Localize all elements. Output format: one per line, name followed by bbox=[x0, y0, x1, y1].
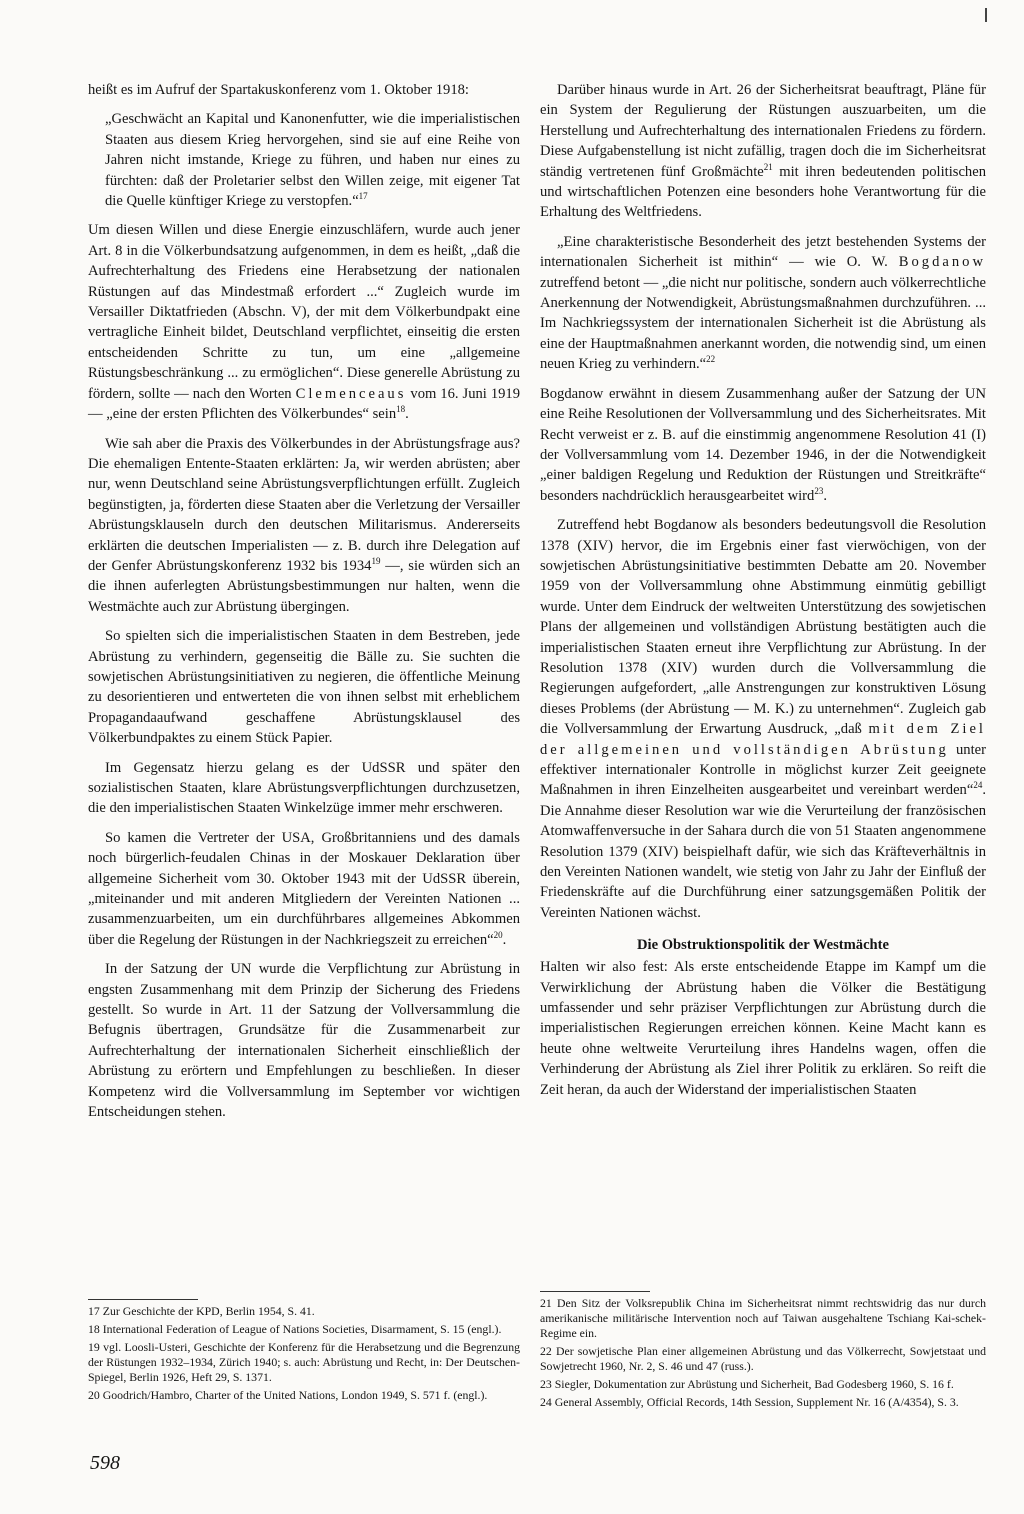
footnote-rule bbox=[540, 1291, 650, 1292]
spaced-name: Clemenceaus bbox=[295, 385, 407, 402]
spaced-emphasis: mit dem Ziel der allgemeinen und vollständigen Abrüstung bbox=[540, 721, 986, 758]
paragraph: Im Gegensatz hierzu gelang es der UdSSR und später den sozialistischen Staaten, klare Abrüstungsverpflichtungen durchzusetzen, die den imperialistischen Staaten Winkelzüge immer mehr erschweren. bbox=[88, 759, 520, 817]
footnote-ref: 21 bbox=[763, 161, 773, 172]
footnote: 19 vgl. Loosli-Usteri, Geschichte der Konferenz für die Herabsetzung und die Begrenzung der Rüstungen 1932–1934, Zürich 1940; s. auch: Abrüstung und Recht, in: Der Deutschen-Spiegel, Berlin 1926, Heft 29, S. 1371. bbox=[88, 1340, 520, 1384]
footnote-rule bbox=[88, 1299, 198, 1300]
footnote: 17 Zur Geschichte der KPD, Berlin 1954, S. 41. bbox=[88, 1304, 315, 1318]
paragraph: Halten wir also fest: Als erste entscheidende Etappe im Kampf um die Verwirklichung der Abrüstung haben die Völker die Bestätigung umfassender und sehr präziser Verpflichtungen zur Abrüstung durch die imperialistischen Regierungen erreichen können. Keine Macht kann es heute ohne weltweite Verurteilung ihres Handelns wagen, offen die Verhinderung der Abrüstung als Ziel ihrer Politik zu erklären. So reift die Zeit heran, da auch der Widerstand der imperialistischen Staaten bbox=[540, 959, 986, 1098]
footnote-ref: 20 bbox=[493, 929, 503, 940]
footnote-ref: 22 bbox=[706, 354, 716, 365]
footnotes-left bbox=[88, 1299, 520, 1406]
paragraph: „Eine charakteristische Besonderheit des jetzt bestehenden Systems der internationalen Sicherheit ist mithin“ — wie O. W. Bogdanow zutreffend betont — „die nicht nur politische, sondern auch völkerrechtliche Anerkennung der Notwendigkeit, Abrüstungsmaßnahmen durchzuführen. ... Im Nachkriegssystem der internationalen Sicherheit ist die Abrüstung als eine der Hauptmaßnahmen anerkannt worden, die notwendig sind, um einen neuen Krieg zu verhindern.“$^{22}$ bbox=[540, 233, 986, 373]
footnote: 23 Siegler, Dokumentation zur Abrüstung und Sicherheit, Bad Godesberg 1960, S. 16 f. bbox=[540, 1377, 954, 1391]
footnote: 20 Goodrich/Hambro, Charter of the United Nations, London 1949, S. 571 f. (engl.). bbox=[88, 1388, 488, 1402]
paragraph: So kamen die Vertreter der USA, Großbritanniens und des damals noch bürgerlich-feudalen Chinas in der Moskauer Deklaration über allgemeine Sicherheit vom 30. Oktober 1943 mit der UdSSR überein, „miteinander und mit anderen Mitgliedern der Vereinten Nationen ... zusammenzuarbeiten, um ein durchführbares allgemeines Abkommen über die Regelung der Rüstungen in der Nachkriegszeit zu erreichen“$^{20}$. bbox=[88, 829, 520, 948]
footnote-ref: 23 bbox=[814, 485, 824, 496]
paragraph: In der Satzung der UN wurde die Verpflichtung zur Abrüstung in engsten Zusammenhang mit dem Prinzip der Sicherung des Friedens gestellt. So wurde in Art. 11 der Satzung der Vollversammlung die Befugnis übertragen, Grundsätze für die Zusammenarbeit zur Aufrechterhaltung der internationalen Sicherheit einschließlich der Abrüstung zu erörtern und Empfehlungen zu beschließen. In dieser Kompetenz wird die Vollversammlung im September vor wichtigen Entscheidungen stehen. bbox=[88, 961, 520, 1121]
footnote-ref: 24 bbox=[973, 780, 983, 791]
section-heading: Die Obstruktionspolitik der Westmächte bbox=[636, 937, 890, 954]
right-column bbox=[540, 80, 986, 1109]
paragraph: Bogdanow erwähnt in diesem Zusammenhang außer der Satzung der UN eine Reihe Resolutionen der Vollversammlung und des Sicherheitsrates. Mit Recht verweist er z. B. auf die einstimmig angenommene Resolution 41 (I) der Vollversammlung vom 14. Dezember 1946, in der die Notwendigkeit „einer baldigen Regelung und Reduktion der Rüstungen und Streitkräfte“ besonders nachdrücklich herausgearbeitet wird$^{23}$. bbox=[540, 385, 986, 504]
footnote: 22 Der sowjetische Plan einer allgemeinen Abrüstung und das Völkerrecht, Sowjetstaat und Sowjetrecht 1960, Nr. 2, S. 46 und 47 (russ.). bbox=[540, 1344, 986, 1373]
footnote: 24 General Assembly, Official Records, 14th Session, Supplement Nr. 16 (A/4354), S. 3. bbox=[540, 1395, 959, 1409]
quotation: „Geschwächt an Kapital und Kanonenfutter, wie die imperialistischen Staaten aus diesem Krieg hervorgehen, sind sie auf eine Reihe von Jahren nicht imstande, Kriege zu führen, und haben nur eines zu fürchten: daß der Proletarier selbst den Willen zeige, mit eigener Tat die Quelle künftiger Kriege zu verstopfen.“$^{17}$ bbox=[105, 111, 520, 210]
left-column bbox=[88, 80, 520, 1132]
footnote: 21 Den Sitz der Volksrepublik China im Sicherheitsrat nimmt rechtswidrig das nur durch amerikanische militärische Intervention noch auf Taiwan ausgehaltene Tschiang Kai-schek-Regime ein. bbox=[540, 1296, 986, 1340]
paragraph: Zutreffend hebt Bogdanow als besonders bedeutungsvoll die Resolution 1378 (XIV) hervor, die im Ergebnis einer fast vierwöchigen, von der sowjetischen Abrüstungsinitiative bestimmten Debatte am 20. November 1959 von der Vollversammlung ohne Abstimmung einmütig gebilligt wurde. Unter dem Eindruck der weltweiten Unterstützung des sowjetischen Plans der allgemeinen und vollständigen Abrüstung bestätigten auch die imperialistischen Staaten erneut ihre Verpflichtung zur Abrüstung. In der Resolution 1378 (XIV) wurden durch die Vollversammlung die Regierungen aufgefordert, „alle Anstrengungen zur konstruktiven Lösung dieses Problems (der Abrüstung — M. K.) zu unternehmen“. Zugleich gab die Vollversammlung der Erwartung Ausdruck, „daß mit dem Ziel der allgemeinen und vollständigen Abrüstung unter effektiver internationaler Kontrolle in möglichst kurzer Zeit geeignete Maßnahmen in ihren Einzelheiten ausgearbeitet und vereinbart werden“$^{24}$. Die Annahme dieser Resolution war wie die Verurteilung der französischen Atomwaffenversuche in der Sahara durch die von 51 Staaten angenommene Resolution 1379 (XIV) beispielhaft dafür, wie sich das Kräfteverhältnis in den Vereinten Nationen wandelt, wie stetig von Jahr zu Jahr der Einfluß der Friedenskräfte auf die Durchführung einer satzungsgemäßen Politik der Vereinten Nationen wächst. bbox=[540, 517, 986, 921]
footnote-ref: 19 bbox=[371, 556, 381, 567]
paragraph: heißt es im Aufruf der Spartakuskonferenz vom 1. Oktober 1918: bbox=[88, 82, 469, 98]
paragraph: Darüber hinaus wurde in Art. 26 der Sicherheitsrat beauftragt, Pläne für ein System der Regulierung der Rüstungen auszuarbeiten, um die Herstellung und Aufrechterhaltung des internationalen Friedens zu fördern. Diese Aufgabenstellung ist nicht zufällig, tragen doch die im Sicherheitsrat ständig vertretenen fünf Großmächte$^{21}$ mit ihren bedeutenden politischen und wirtschaftlichen Potenzen eine besonders hohe Verantwortung für die Erhaltung des Weltfriedens. bbox=[540, 82, 986, 221]
spaced-name: Bogdanow bbox=[898, 254, 986, 271]
paragraph: Um diesen Willen und diese Energie einzuschläfern, wurde auch jener Art. 8 in die Völkerbundsatzung aufgenommen, in dem es heißt, „daß die Aufrechterhaltung des Friedens eine Herabsetzung der nationalen Rüstungen auf das Mindestmaß erfordert ...“ Zugleich wurde im Versailler Diktatfrieden (Abschn. V), der mit dem Völkerbundpakt eine vertragliche Einheit bildet, Deutschland verpflichtet, einseitig die ersten entscheidenden Schritte zu tun, um eine „allgemeine Rüstungsbeschränkung ... zu ermöglichen“. Diese generelle Abrüstung zu fördern, sollte — nach den Worten Clemenceaus vom 16. Juni 1919 — „eine der ersten Pflichten des Völkerbundes“ sein$^{18}$. bbox=[88, 222, 521, 423]
page-number: 598 bbox=[90, 1452, 120, 1474]
footnote: 18 International Federation of League of Nations Societies, Disarmament, S. 15 (engl.). bbox=[88, 1322, 502, 1336]
footnotes-right bbox=[540, 1291, 986, 1413]
footnote-ref: 18 bbox=[396, 404, 406, 415]
paragraph: So spielten sich die imperialistischen Staaten in dem Bestreben, jede Abrüstung zu verhindern, gegenseitig die Bälle zu. Sie suchten die sowjetischen Abrüstungsinitiativen zu negieren, die öffentliche Meinung zu desorientieren und entwerteten die von ihnen selbst mit erheblichem Propagandaaufwand geschaffene Abrüstungsklausel des Völkerbundpaktes zu einem Stück Papier. bbox=[88, 628, 520, 747]
scan-mark bbox=[985, 8, 987, 22]
footnote-ref: 17 bbox=[358, 191, 368, 202]
paragraph: Wie sah aber die Praxis des Völkerbundes in der Abrüstungsfrage aus? Die ehemaligen Entente-Staaten erklärten: Ja, wir werden abrüsten; aber nur, wenn Deutschland seine Abrüstungsverpflichtungen erfüllt. Zugleich begünstigten, ja, förderten diese Staaten aber die Verletzung der Versailler Abrüstungsklauseln durch den deutschen Militarismus. Andererseits erklärten die deutschen Imperialisten — z. B. durch ihre Delegation auf der Genfer Abrüstungskonferenz 1932 bis 1934$^{19}$ —, sie würden sich an die ihnen auferlegten Abrüstungsbestimmungen nur halten, wenn die Westmächte auch zur Abrüstung übergingen. bbox=[88, 435, 520, 615]
